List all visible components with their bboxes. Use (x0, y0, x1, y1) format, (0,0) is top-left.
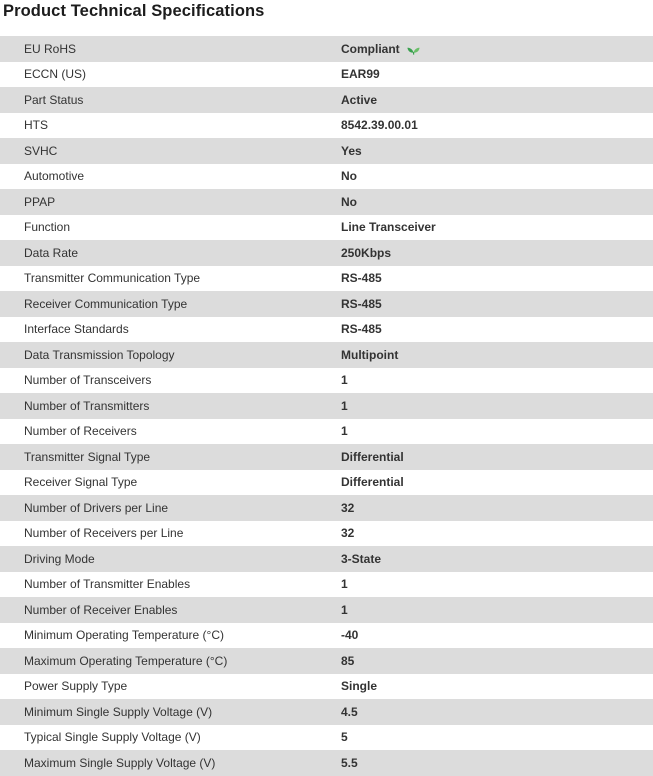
spec-label: Minimum Operating Temperature (°C) (24, 628, 224, 643)
table-row (0, 623, 653, 649)
spec-value: 1 (341, 398, 348, 413)
spec-label: EU RoHS (24, 41, 77, 56)
spec-value-cell (341, 730, 348, 744)
table-row (0, 62, 653, 88)
table-row (0, 189, 653, 215)
spec-value: EAR99 (341, 67, 380, 82)
spec-value: No (341, 169, 357, 184)
spec-value-cell (341, 501, 354, 515)
spec-value-cell (341, 603, 348, 617)
spec-label: Transmitter Signal Type (24, 449, 151, 464)
spec-value-cell (341, 348, 398, 362)
table-row (0, 138, 653, 164)
spec-label: Number of Transmitter Enables (24, 577, 191, 592)
table-row (0, 266, 653, 292)
spec-value: 1 (341, 373, 348, 388)
spec-value-cell (341, 399, 348, 413)
spec-value: 85 (341, 653, 355, 668)
spec-label: Interface Standards (24, 322, 129, 337)
spec-value: 32 (341, 526, 355, 541)
spec-label: PPAP (24, 194, 56, 209)
spec-value: RS-485 (341, 296, 382, 311)
spec-value: 5 (341, 730, 348, 745)
spec-label: Number of Transceivers (24, 373, 152, 388)
spec-value-cell (341, 552, 381, 566)
spec-value-cell (341, 297, 382, 311)
table-row (0, 393, 653, 419)
spec-value: Yes (341, 143, 362, 158)
spec-label: Power Supply Type (24, 679, 128, 694)
spec-value: Differential (341, 449, 404, 464)
spec-value: Line Transceiver (341, 220, 436, 235)
spec-label: Number of Drivers per Line (24, 500, 169, 515)
spec-value-cell (341, 246, 391, 260)
spec-label: Automotive (24, 169, 85, 184)
table-row (0, 648, 653, 674)
spec-value-cell (341, 373, 348, 387)
spec-label: Number of Transmitters (24, 398, 150, 413)
spec-value: RS-485 (341, 322, 382, 337)
table-row (0, 317, 653, 343)
table-row (0, 240, 653, 266)
spec-label: SVHC (24, 143, 58, 158)
spec-value-cell (341, 322, 382, 336)
spec-label: Transmitter Communication Type (24, 271, 201, 286)
table-row (0, 36, 653, 62)
spec-value: 1 (341, 602, 348, 617)
spec-value: 250Kbps (341, 245, 392, 260)
spec-value: 8542.39.00.01 (341, 118, 418, 133)
spec-label: Number of Receivers per Line (24, 526, 184, 541)
table-row (0, 521, 653, 547)
table-row (0, 444, 653, 470)
spec-label: Driving Mode (24, 551, 95, 566)
spec-value-cell (341, 271, 382, 285)
spec-value-cell (341, 475, 404, 489)
spec-label: Receiver Communication Type (24, 296, 188, 311)
spec-value: Compliant (341, 41, 400, 56)
spec-value: 32 (341, 500, 355, 515)
spec-value: RS-485 (341, 271, 382, 286)
spec-label: Typical Single Supply Voltage (V) (24, 730, 201, 745)
table-row (0, 546, 653, 572)
table-row (0, 87, 653, 113)
spec-value-cell (341, 42, 420, 56)
spec-value: 1 (341, 424, 348, 439)
table-row (0, 674, 653, 700)
spec-value: Single (341, 679, 378, 694)
table-row (0, 342, 653, 368)
table-row (0, 419, 653, 445)
table-row (0, 291, 653, 317)
table-row (0, 495, 653, 521)
spec-value: Multipoint (341, 347, 399, 362)
spec-label: Data Transmission Topology (24, 347, 175, 362)
spec-value: Active (341, 92, 378, 107)
spec-value-cell (341, 705, 358, 719)
spec-value-cell (341, 654, 354, 668)
spec-value-cell (341, 169, 357, 183)
spec-label: Data Rate (24, 245, 79, 260)
spec-value-cell (341, 424, 348, 438)
spec-value: 4.5 (341, 704, 358, 719)
spec-value-cell (341, 756, 358, 770)
spec-value-cell (341, 93, 377, 107)
spec-label: Receiver Signal Type (24, 475, 138, 490)
table-row (0, 113, 653, 139)
spec-label: HTS (24, 118, 48, 133)
spec-value: Differential (341, 475, 404, 490)
table-row (0, 368, 653, 394)
table-row (0, 597, 653, 623)
spec-value: 1 (341, 577, 348, 592)
spec-value-cell (341, 220, 436, 234)
spec-table (0, 36, 653, 776)
spec-value: No (341, 194, 357, 209)
table-row (0, 750, 653, 776)
spec-value: -40 (341, 628, 359, 643)
spec-value-cell (341, 144, 362, 158)
table-row (0, 215, 653, 241)
spec-label: Minimum Single Supply Voltage (V) (24, 704, 213, 719)
leaf-icon (407, 44, 420, 55)
spec-value-cell (341, 118, 418, 132)
spec-label: Number of Receiver Enables (24, 602, 178, 617)
spec-value-cell (341, 67, 380, 81)
spec-label: Maximum Single Supply Voltage (V) (24, 755, 216, 770)
table-row (0, 572, 653, 598)
spec-label: Maximum Operating Temperature (°C) (24, 653, 228, 668)
table-row (0, 164, 653, 190)
page-title: Product Technical Specifications (3, 2, 265, 20)
spec-value: 5.5 (341, 755, 358, 770)
spec-label: Function (24, 220, 71, 235)
spec-value-cell (341, 628, 358, 642)
table-row (0, 725, 653, 751)
table-row (0, 470, 653, 496)
spec-value: 3-State (341, 551, 382, 566)
spec-value-cell (341, 195, 357, 209)
spec-label: Number of Receivers (24, 424, 137, 439)
spec-value-cell (341, 450, 404, 464)
table-row (0, 699, 653, 725)
spec-label: Part Status (24, 92, 84, 107)
spec-label: ECCN (US) (24, 67, 86, 82)
spec-value-cell (341, 577, 348, 591)
spec-value-cell (341, 679, 377, 693)
spec-value-cell (341, 526, 354, 540)
